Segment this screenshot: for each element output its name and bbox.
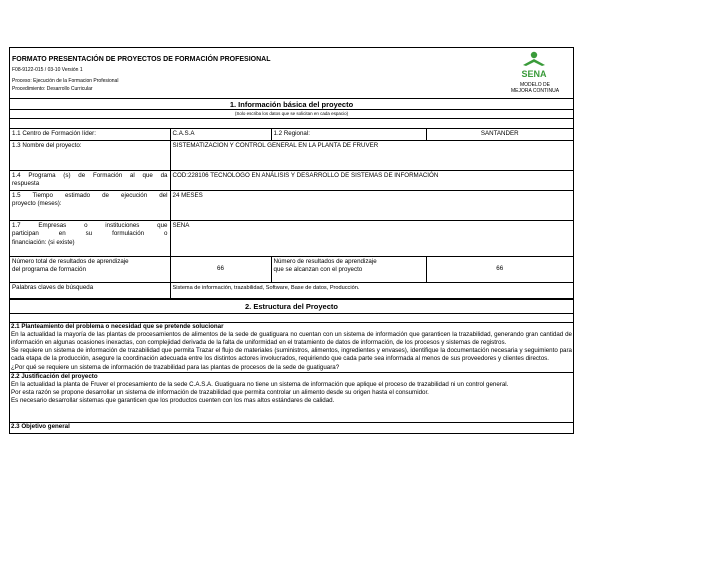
table-row: [10, 129, 573, 140]
logo-caption: [500, 82, 570, 94]
form-title: FORMATO PRESENTACIÓN DE PROYECTOS DE FORMACIÓN PROFESIONAL: [12, 56, 271, 63]
companies-label-line-3: financiación: (si existe): [12, 238, 75, 246]
procedure-label: Procedimiento: Desarrollo Curricular: [12, 86, 93, 92]
region-value: SANTANDER: [426, 129, 573, 140]
companies-label-line-2: participan en su formulación o: [12, 230, 168, 237]
form-sheet: [9, 47, 574, 434]
form-code: F08-9122-015 / 03-10 Versión 1: [12, 67, 83, 73]
center-value: C.A.S.A: [170, 129, 271, 140]
sena-logo: [513, 49, 555, 81]
justification-heading: 2.2 Justificación del proyecto: [11, 372, 98, 380]
problem-statement-section: [10, 323, 573, 373]
total-outcomes-label-line-2: del programa de formación: [12, 266, 86, 273]
duration-label-line-1: 1.5 Tiempo estimado de ejecución del: [12, 191, 168, 199]
objective-section: [10, 423, 573, 433]
justification-paragraph-3: Es necesario desarrollar sistemas que garanticen que los productos cuenten con los mas altos estándares de calidad.: [11, 397, 335, 405]
project-outcomes-value: 66: [426, 256, 573, 282]
problem-heading: 2.1 Planteamiento del problema o necesidad que se pretende solucionar: [11, 322, 224, 330]
form-header: [10, 48, 573, 99]
table-row: [10, 190, 573, 220]
table-row: [10, 256, 573, 282]
section-2-title: 2. Estructura del Proyecto: [10, 299, 573, 314]
basic-info-table: [10, 129, 573, 299]
spacer-row: [10, 314, 573, 323]
table-row: [10, 140, 573, 170]
companies-label: [10, 220, 170, 256]
keywords-label: Palabras claves de búsqueda: [10, 282, 170, 298]
region-label: 1.2 Regional:: [271, 129, 426, 140]
total-outcomes-label-line-1: Número total de resultados de aprendizaje: [12, 257, 129, 265]
companies-label-line-1: 1.7 Empresas o instituciones que: [12, 221, 168, 229]
section-1-title: 1. Información básica del proyecto: [10, 99, 573, 110]
justification-paragraph-1: En la actualidad la planta de Fruver el procesamiento de la sede C.A.S.A. Guatiguara no tiene un sistema de información que aplique el proceso de trazabilidad ni un control general.: [11, 380, 509, 388]
companies-value: SENA: [170, 220, 573, 256]
table-row: [10, 170, 573, 190]
program-label-line-1: 1.4 Programa (s) de Formación al que da: [12, 171, 168, 179]
project-name-value: SISTEMATIZACION Y CONTROL GENERAL EN LA PLANTA DE FRUVER: [170, 140, 573, 170]
problem-paragraph-2: Se requiere un sistema de información de trazabilidad que permita Trazar el flujo de materiales (suministros, alimentos, ingredientes y envases), identifique la documentación necesaria y seguimiento para cada etapa de la producción, asegure la coordinación adecuada entre los distintos actores involucrados, requiriendo que cada parte sea informada al menos de sus proveedores y clientes directos.: [11, 347, 572, 363]
spacer-row: [10, 119, 573, 129]
keywords-value: Sistema de información, trazabilidad, Software, Base de datos, Producción.: [170, 282, 573, 298]
problem-paragraph-1: En la actualidad la mayoría de las plantas de procesamientos de alimentos de la sede de guatiguara no cuentan con un sistema de información que garanticen la trazabilidad, generando gran cantidad de información en algunas ocasiones inexactas, con complejidad derivada de la falta de uniformidad en el tratamiento de datos de información, de los procesos y sistemas de registros.: [11, 330, 572, 346]
project-name-label: 1.3 Nombre del proyecto:: [10, 140, 170, 170]
justification-section: [10, 373, 573, 423]
duration-value: 24 MESES: [170, 190, 573, 220]
program-label-line-2: respuesta: [12, 180, 40, 187]
project-outcomes-label-line-2: que se alcanzan con el proyecto: [273, 266, 363, 273]
objective-heading: 2.3 Objetivo general: [11, 422, 70, 430]
total-outcomes-label: [10, 256, 170, 282]
logo-caption-line-2: MEJORA CONTINUA: [510, 88, 560, 94]
logo-wordmark: SENA: [521, 69, 547, 79]
program-value: COD:228106 TECNOLOGO EN ANÁLISIS Y DESARROLLO DE SISTEMAS DE INFORMACIÓN: [170, 170, 573, 190]
duration-label: [10, 190, 170, 220]
section-1-subtitle: (Solo escriba los datos que se solicitan en cada espacio): [10, 110, 573, 119]
problem-question: ¿Por qué se requiere un sistema de información de trazabilidad para las plantas de procesos de la sede de guatiguara?: [11, 363, 340, 371]
project-outcomes-label: [271, 256, 426, 282]
table-row: [10, 282, 573, 298]
logo-caption-line-1: MODELO DE: [519, 82, 550, 88]
project-outcomes-label-line-1: Número de resultados de aprendizaje: [273, 257, 377, 265]
center-label: 1.1 Centro de Formación líder:: [10, 129, 170, 140]
process-label: Proceso: Ejecución de la Formacion Profesional: [12, 78, 119, 84]
table-row: [10, 220, 573, 256]
total-outcomes-value: 66: [170, 256, 271, 282]
justification-paragraph-2: Por esta razón se propone desarrollar un sistema de información de trazabilidad que permita controlar un alimento desde su origen hasta el consumidor.: [11, 389, 429, 397]
duration-label-line-2: proyecto (meses):: [12, 200, 62, 207]
program-label: [10, 170, 170, 190]
